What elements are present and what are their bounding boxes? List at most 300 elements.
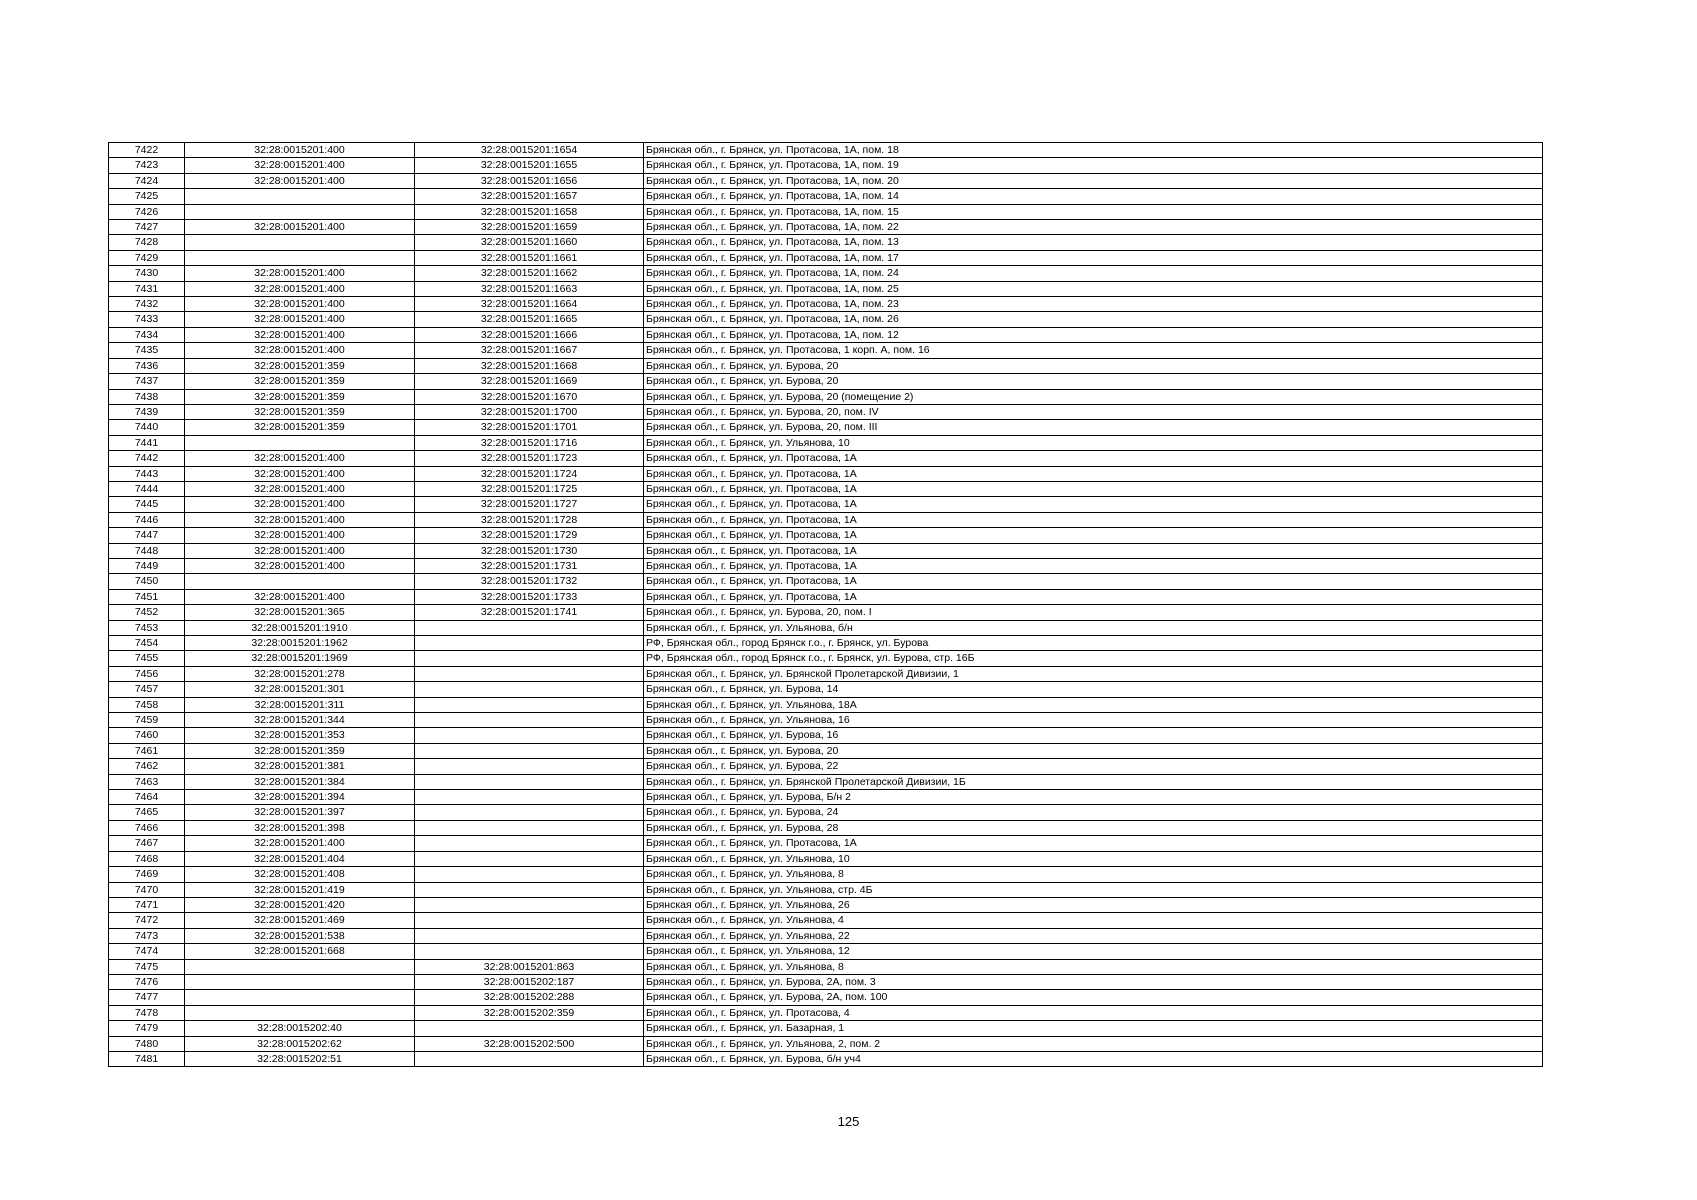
parent-cadastral-cell: 32:28:0015201:1962: [185, 636, 415, 651]
table-row: [109, 374, 1543, 389]
table-row: [109, 928, 1543, 943]
table-row: [109, 836, 1543, 851]
table-row: [109, 420, 1543, 435]
row-number-cell: 7474: [109, 944, 185, 959]
parent-cadastral-cell: 32:28:0015201:1969: [185, 651, 415, 666]
table-row: [109, 235, 1543, 250]
parent-cadastral-cell: 32:28:0015201:400: [185, 220, 415, 235]
address-cell: Брянская обл., г. Брянск, ул. Ульянова, 10: [644, 435, 1543, 450]
parent-cadastral-cell: 32:28:0015201:384: [185, 774, 415, 789]
parent-cadastral-cell: 32:28:0015201:400: [185, 589, 415, 604]
table-row: [109, 897, 1543, 912]
cadastral-number-cell: 32:28:0015201:1670: [415, 389, 644, 404]
cadastral-number-cell: 32:28:0015201:1728: [415, 512, 644, 527]
address-cell: Брянская обл., г. Брянск, ул. Протасова, 1А: [644, 497, 1543, 512]
table-row: [109, 605, 1543, 620]
parent-cadastral-cell: [185, 235, 415, 250]
cadastral-number-cell: 32:28:0015201:1741: [415, 605, 644, 620]
parent-cadastral-cell: 32:28:0015201:397: [185, 805, 415, 820]
parent-cadastral-cell: 32:28:0015201:668: [185, 944, 415, 959]
parent-cadastral-cell: 32:28:0015201:311: [185, 697, 415, 712]
cadastral-number-cell: 32:28:0015201:1663: [415, 281, 644, 296]
row-number-cell: 7461: [109, 743, 185, 758]
cadastral-number-cell: 32:28:0015202:187: [415, 974, 644, 989]
parent-cadastral-cell: 32:28:0015201:359: [185, 389, 415, 404]
row-number-cell: 7436: [109, 358, 185, 373]
cadastral-number-cell: [415, 636, 644, 651]
table-row: [109, 158, 1543, 173]
table-row: [109, 651, 1543, 666]
row-number-cell: 7475: [109, 959, 185, 974]
table-row: [109, 512, 1543, 527]
address-cell: Брянская обл., г. Брянск, ул. Протасова, 1 корп. А, пом. 16: [644, 343, 1543, 358]
table-row: [109, 913, 1543, 928]
table-row: [109, 851, 1543, 866]
address-cell: Брянская обл., г. Брянск, ул. Ульянова, 16: [644, 713, 1543, 728]
address-cell: Брянская обл., г. Брянск, ул. Бурова, 20 (помещение 2): [644, 389, 1543, 404]
parent-cadastral-cell: 32:28:0015201:400: [185, 451, 415, 466]
table-row: [109, 867, 1543, 882]
table-row: [109, 682, 1543, 697]
address-cell: РФ, Брянская обл., город Брянск г.о., г. Брянск, ул. Бурова: [644, 636, 1543, 651]
address-cell: Брянская обл., г. Брянск, ул. Ульянова, 22: [644, 928, 1543, 943]
row-number-cell: 7471: [109, 897, 185, 912]
cadastral-number-cell: 32:28:0015201:1723: [415, 451, 644, 466]
parent-cadastral-cell: [185, 250, 415, 265]
parent-cadastral-cell: 32:28:0015201:359: [185, 374, 415, 389]
parent-cadastral-cell: 32:28:0015201:469: [185, 913, 415, 928]
parent-cadastral-cell: 32:28:0015201:394: [185, 790, 415, 805]
cadastral-number-cell: 32:28:0015202:288: [415, 990, 644, 1005]
parent-cadastral-cell: 32:28:0015201:408: [185, 867, 415, 882]
row-number-cell: 7466: [109, 820, 185, 835]
table-row: [109, 774, 1543, 789]
table-row: [109, 173, 1543, 188]
table-row: [109, 589, 1543, 604]
table-row: [109, 820, 1543, 835]
address-cell: Брянская обл., г. Брянск, ул. Протасова, 1А: [644, 528, 1543, 543]
cadastral-number-cell: 32:28:0015201:863: [415, 959, 644, 974]
parent-cadastral-cell: 32:28:0015201:420: [185, 897, 415, 912]
address-cell: Брянская обл., г. Брянск, ул. Протасова, 1А, пом. 23: [644, 297, 1543, 312]
cadastral-number-cell: 32:28:0015201:1724: [415, 466, 644, 481]
row-number-cell: 7449: [109, 558, 185, 573]
cadastral-number-cell: 32:28:0015201:1716: [415, 435, 644, 450]
cadastral-number-cell: 32:28:0015201:1729: [415, 528, 644, 543]
address-cell: Брянская обл., г. Брянск, ул. Ульянова, 8: [644, 867, 1543, 882]
table-row: [109, 327, 1543, 342]
cadastral-number-cell: [415, 759, 644, 774]
table-row: [109, 697, 1543, 712]
parent-cadastral-cell: 32:28:0015201:419: [185, 882, 415, 897]
parent-cadastral-cell: 32:28:0015201:365: [185, 605, 415, 620]
parent-cadastral-cell: 32:28:0015201:359: [185, 420, 415, 435]
cadastral-number-cell: 32:28:0015202:359: [415, 1005, 644, 1020]
parent-cadastral-cell: 32:28:0015201:278: [185, 666, 415, 681]
table-row: [109, 481, 1543, 496]
row-number-cell: 7459: [109, 713, 185, 728]
cadastral-number-cell: [415, 1051, 644, 1066]
parent-cadastral-cell: 32:28:0015201:400: [185, 481, 415, 496]
registry-table-body: [109, 143, 1543, 1067]
cadastral-number-cell: [415, 897, 644, 912]
table-row: [109, 220, 1543, 235]
address-cell: Брянская обл., г. Брянск, ул. Протасова, 1А, пом. 17: [644, 250, 1543, 265]
address-cell: Брянская обл., г. Брянск, ул. Бурова, 2А, пом. 3: [644, 974, 1543, 989]
table-row: [109, 389, 1543, 404]
cadastral-number-cell: 32:28:0015201:1665: [415, 312, 644, 327]
cadastral-number-cell: 32:28:0015201:1662: [415, 266, 644, 281]
address-cell: Брянская обл., г. Брянск, ул. Протасова, 1А, пом. 18: [644, 143, 1543, 158]
parent-cadastral-cell: 32:28:0015201:301: [185, 682, 415, 697]
address-cell: Брянская обл., г. Брянск, ул. Бурова, 24: [644, 805, 1543, 820]
address-cell: Брянская обл., г. Брянск, ул. Протасова, 1А: [644, 451, 1543, 466]
row-number-cell: 7439: [109, 404, 185, 419]
cadastral-number-cell: 32:28:0015201:1657: [415, 189, 644, 204]
row-number-cell: 7427: [109, 220, 185, 235]
address-cell: Брянская обл., г. Брянск, ул. Протасова, 1А, пом. 12: [644, 327, 1543, 342]
cadastral-number-cell: 32:28:0015201:1667: [415, 343, 644, 358]
address-cell: РФ, Брянская обл., город Брянск г.о., г. Брянск, ул. Бурова, стр. 16Б: [644, 651, 1543, 666]
row-number-cell: 7453: [109, 620, 185, 635]
table-row: [109, 666, 1543, 681]
table-row: [109, 204, 1543, 219]
row-number-cell: 7468: [109, 851, 185, 866]
table-row: [109, 636, 1543, 651]
address-cell: Брянская обл., г. Брянск, ул. Протасова, 1А, пом. 26: [644, 312, 1543, 327]
row-number-cell: 7478: [109, 1005, 185, 1020]
row-number-cell: 7441: [109, 435, 185, 450]
parent-cadastral-cell: 32:28:0015201:400: [185, 158, 415, 173]
parent-cadastral-cell: 32:28:0015201:400: [185, 327, 415, 342]
cadastral-number-cell: 32:28:0015201:1668: [415, 358, 644, 373]
parent-cadastral-cell: 32:28:0015202:62: [185, 1036, 415, 1051]
address-cell: Брянская обл., г. Брянск, ул. Ульянова, 18А: [644, 697, 1543, 712]
row-number-cell: 7455: [109, 651, 185, 666]
cadastral-number-cell: [415, 728, 644, 743]
cadastral-number-cell: [415, 682, 644, 697]
table-row: [109, 790, 1543, 805]
table-row: [109, 266, 1543, 281]
cadastral-number-cell: 32:28:0015201:1733: [415, 589, 644, 604]
parent-cadastral-cell: 32:28:0015201:381: [185, 759, 415, 774]
cadastral-number-cell: [415, 1021, 644, 1036]
cadastral-number-cell: 32:28:0015201:1658: [415, 204, 644, 219]
address-cell: Брянская обл., г. Брянск, ул. Ульянова, 4: [644, 913, 1543, 928]
address-cell: Брянская обл., г. Брянск, ул. Ульянова, б/н: [644, 620, 1543, 635]
cadastral-number-cell: 32:28:0015201:1654: [415, 143, 644, 158]
address-cell: Брянская обл., г. Брянск, ул. Бурова, 14: [644, 682, 1543, 697]
table-row: [109, 728, 1543, 743]
table-row: [109, 713, 1543, 728]
parent-cadastral-cell: [185, 990, 415, 1005]
address-cell: Брянская обл., г. Брянск, ул. Протасова, 1А: [644, 466, 1543, 481]
parent-cadastral-cell: 32:28:0015201:400: [185, 173, 415, 188]
table-row: [109, 1021, 1543, 1036]
address-cell: Брянская обл., г. Брянск, ул. Протасова, 1А: [644, 574, 1543, 589]
table-row: [109, 189, 1543, 204]
table-row: [109, 882, 1543, 897]
parent-cadastral-cell: [185, 959, 415, 974]
address-cell: Брянская обл., г. Брянск, ул. Протасова, 1А: [644, 512, 1543, 527]
table-row: [109, 250, 1543, 265]
row-number-cell: 7445: [109, 497, 185, 512]
address-cell: Брянская обл., г. Брянск, ул. Бурова, 20, пом. III: [644, 420, 1543, 435]
row-number-cell: 7480: [109, 1036, 185, 1051]
address-cell: Брянская обл., г. Брянск, ул. Протасова, 1А, пом. 15: [644, 204, 1543, 219]
row-number-cell: 7428: [109, 235, 185, 250]
table-row: [109, 343, 1543, 358]
table-row: [109, 312, 1543, 327]
parent-cadastral-cell: 32:28:0015201:398: [185, 820, 415, 835]
cadastral-number-cell: [415, 882, 644, 897]
parent-cadastral-cell: 32:28:0015202:51: [185, 1051, 415, 1066]
table-row: [109, 620, 1543, 635]
row-number-cell: 7450: [109, 574, 185, 589]
cadastral-number-cell: 32:28:0015201:1701: [415, 420, 644, 435]
address-cell: Брянская обл., г. Брянск, ул. Протасова, 1А, пом. 24: [644, 266, 1543, 281]
row-number-cell: 7446: [109, 512, 185, 527]
parent-cadastral-cell: [185, 1005, 415, 1020]
row-number-cell: 7463: [109, 774, 185, 789]
row-number-cell: 7470: [109, 882, 185, 897]
address-cell: Брянская обл., г. Брянск, ул. Бурова, 20, пом. IV: [644, 404, 1543, 419]
cadastral-number-cell: [415, 851, 644, 866]
cadastral-number-cell: 32:28:0015201:1730: [415, 543, 644, 558]
parent-cadastral-cell: 32:28:0015201:359: [185, 743, 415, 758]
row-number-cell: 7431: [109, 281, 185, 296]
address-cell: Брянская обл., г. Брянск, ул. Базарная, 1: [644, 1021, 1543, 1036]
row-number-cell: 7473: [109, 928, 185, 943]
cadastral-number-cell: [415, 790, 644, 805]
address-cell: Брянская обл., г. Брянск, ул. Бурова, 28: [644, 820, 1543, 835]
table-row: [109, 281, 1543, 296]
address-cell: Брянская обл., г. Брянск, ул. Протасова, 1А: [644, 589, 1543, 604]
row-number-cell: 7454: [109, 636, 185, 651]
table-row: [109, 805, 1543, 820]
row-number-cell: 7422: [109, 143, 185, 158]
parent-cadastral-cell: 32:28:0015201:400: [185, 297, 415, 312]
table-row: [109, 558, 1543, 573]
address-cell: Брянская обл., г. Брянск, ул. Ульянова, стр. 4Б: [644, 882, 1543, 897]
row-number-cell: 7434: [109, 327, 185, 342]
cadastral-number-cell: [415, 820, 644, 835]
address-cell: Брянская обл., г. Брянск, ул. Брянской Пролетарской Дивизии, 1Б: [644, 774, 1543, 789]
cadastral-number-cell: 32:28:0015201:1655: [415, 158, 644, 173]
row-number-cell: 7464: [109, 790, 185, 805]
cadastral-number-cell: [415, 620, 644, 635]
address-cell: Брянская обл., г. Брянск, ул. Ульянова, 10: [644, 851, 1543, 866]
address-cell: Брянская обл., г. Брянск, ул. Бурова, б/н уч4: [644, 1051, 1543, 1066]
address-cell: Брянская обл., г. Брянск, ул. Бурова, 2А, пом. 100: [644, 990, 1543, 1005]
row-number-cell: 7447: [109, 528, 185, 543]
cadastral-number-cell: 32:28:0015201:1700: [415, 404, 644, 419]
table-row: [109, 297, 1543, 312]
row-number-cell: 7460: [109, 728, 185, 743]
address-cell: Брянская обл., г. Брянск, ул. Бурова, 20, пом. I: [644, 605, 1543, 620]
address-cell: Брянская обл., г. Брянск, ул. Ульянова, 8: [644, 959, 1543, 974]
table-row: [109, 759, 1543, 774]
table-row: [109, 466, 1543, 481]
cadastral-number-cell: 32:28:0015201:1725: [415, 481, 644, 496]
address-cell: Брянская обл., г. Брянск, ул. Протасова, 1А: [644, 543, 1543, 558]
table-row: [109, 1005, 1543, 1020]
cadastral-number-cell: [415, 867, 644, 882]
cadastral-number-cell: [415, 774, 644, 789]
row-number-cell: 7435: [109, 343, 185, 358]
table-row: [109, 990, 1543, 1005]
table-row: [109, 574, 1543, 589]
row-number-cell: 7442: [109, 451, 185, 466]
cadastral-number-cell: 32:28:0015201:1664: [415, 297, 644, 312]
cadastral-number-cell: 32:28:0015201:1727: [415, 497, 644, 512]
row-number-cell: 7479: [109, 1021, 185, 1036]
parent-cadastral-cell: [185, 204, 415, 219]
parent-cadastral-cell: 32:28:0015201:400: [185, 143, 415, 158]
address-cell: Брянская обл., г. Брянск, ул. Бурова, 16: [644, 728, 1543, 743]
cadastral-number-cell: 32:28:0015201:1660: [415, 235, 644, 250]
registry-table: [108, 142, 1543, 1067]
parent-cadastral-cell: 32:28:0015201:400: [185, 497, 415, 512]
address-cell: Брянская обл., г. Брянск, ул. Протасова, 1А, пом. 25: [644, 281, 1543, 296]
row-number-cell: 7430: [109, 266, 185, 281]
parent-cadastral-cell: 32:28:0015201:400: [185, 512, 415, 527]
address-cell: Брянская обл., г. Брянск, ул. Протасова, 4: [644, 1005, 1543, 1020]
cadastral-number-cell: 32:28:0015201:1731: [415, 558, 644, 573]
cadastral-number-cell: [415, 713, 644, 728]
address-cell: Брянская обл., г. Брянск, ул. Протасова, 1А, пом. 20: [644, 173, 1543, 188]
table-row: [109, 358, 1543, 373]
address-cell: Брянская обл., г. Брянск, ул. Протасова, 1А, пом. 19: [644, 158, 1543, 173]
parent-cadastral-cell: [185, 189, 415, 204]
address-cell: Брянская обл., г. Брянск, ул. Протасова, 1А, пом. 14: [644, 189, 1543, 204]
parent-cadastral-cell: 32:28:0015201:359: [185, 404, 415, 419]
parent-cadastral-cell: [185, 435, 415, 450]
parent-cadastral-cell: 32:28:0015202:40: [185, 1021, 415, 1036]
row-number-cell: 7472: [109, 913, 185, 928]
parent-cadastral-cell: 32:28:0015201:359: [185, 358, 415, 373]
address-cell: Брянская обл., г. Брянск, ул. Протасова, 1А: [644, 481, 1543, 496]
cadastral-number-cell: 32:28:0015201:1669: [415, 374, 644, 389]
row-number-cell: 7425: [109, 189, 185, 204]
cadastral-number-cell: [415, 697, 644, 712]
table-row: [109, 528, 1543, 543]
row-number-cell: 7477: [109, 990, 185, 1005]
parent-cadastral-cell: 32:28:0015201:344: [185, 713, 415, 728]
row-number-cell: 7458: [109, 697, 185, 712]
table-row: [109, 944, 1543, 959]
row-number-cell: 7465: [109, 805, 185, 820]
row-number-cell: 7467: [109, 836, 185, 851]
parent-cadastral-cell: 32:28:0015201:353: [185, 728, 415, 743]
row-number-cell: 7456: [109, 666, 185, 681]
address-cell: Брянская обл., г. Брянск, ул. Бурова, 22: [644, 759, 1543, 774]
cadastral-number-cell: [415, 913, 644, 928]
address-cell: Брянская обл., г. Брянск, ул. Протасова, 1А: [644, 558, 1543, 573]
cadastral-number-cell: [415, 928, 644, 943]
row-number-cell: 7462: [109, 759, 185, 774]
table-row: [109, 404, 1543, 419]
parent-cadastral-cell: 32:28:0015201:400: [185, 312, 415, 327]
address-cell: Брянская обл., г. Брянск, ул. Протасова, 1А, пом. 22: [644, 220, 1543, 235]
row-number-cell: 7424: [109, 173, 185, 188]
row-number-cell: 7423: [109, 158, 185, 173]
table-row: [109, 743, 1543, 758]
cadastral-number-cell: 32:28:0015201:1656: [415, 173, 644, 188]
row-number-cell: 7440: [109, 420, 185, 435]
table-row: [109, 959, 1543, 974]
address-cell: Брянская обл., г. Брянск, ул. Брянской Пролетарской Дивизии, 1: [644, 666, 1543, 681]
parent-cadastral-cell: 32:28:0015201:400: [185, 281, 415, 296]
cadastral-number-cell: 32:28:0015201:1659: [415, 220, 644, 235]
cadastral-number-cell: 32:28:0015202:500: [415, 1036, 644, 1051]
parent-cadastral-cell: 32:28:0015201:400: [185, 558, 415, 573]
table-row: [109, 974, 1543, 989]
address-cell: Брянская обл., г. Брянск, ул. Бурова, 20: [644, 743, 1543, 758]
row-number-cell: 7432: [109, 297, 185, 312]
table-row: [109, 143, 1543, 158]
address-cell: Брянская обл., г. Брянск, ул. Ульянова, 26: [644, 897, 1543, 912]
row-number-cell: 7443: [109, 466, 185, 481]
parent-cadastral-cell: 32:28:0015201:400: [185, 543, 415, 558]
address-cell: Брянская обл., г. Брянск, ул. Ульянова, 2, пом. 2: [644, 1036, 1543, 1051]
cadastral-number-cell: [415, 836, 644, 851]
cadastral-number-cell: 32:28:0015201:1661: [415, 250, 644, 265]
cadastral-number-cell: [415, 805, 644, 820]
parent-cadastral-cell: 32:28:0015201:400: [185, 266, 415, 281]
parent-cadastral-cell: 32:28:0015201:400: [185, 466, 415, 481]
row-number-cell: 7426: [109, 204, 185, 219]
parent-cadastral-cell: 32:28:0015201:1910: [185, 620, 415, 635]
parent-cadastral-cell: 32:28:0015201:400: [185, 343, 415, 358]
row-number-cell: 7476: [109, 974, 185, 989]
address-cell: Брянская обл., г. Брянск, ул. Ульянова, 12: [644, 944, 1543, 959]
cadastral-number-cell: [415, 743, 644, 758]
table-row: [109, 1051, 1543, 1066]
address-cell: Брянская обл., г. Брянск, ул. Бурова, 20: [644, 358, 1543, 373]
cadastral-number-cell: [415, 666, 644, 681]
parent-cadastral-cell: 32:28:0015201:538: [185, 928, 415, 943]
table-row: [109, 543, 1543, 558]
page-number: 125: [837, 1114, 860, 1129]
address-cell: Брянская обл., г. Брянск, ул. Бурова, Б/н 2: [644, 790, 1543, 805]
parent-cadastral-cell: [185, 574, 415, 589]
address-cell: Брянская обл., г. Брянск, ул. Протасова, 1А, пом. 13: [644, 235, 1543, 250]
row-number-cell: 7452: [109, 605, 185, 620]
cadastral-number-cell: 32:28:0015201:1732: [415, 574, 644, 589]
table-row: [109, 1036, 1543, 1051]
row-number-cell: 7444: [109, 481, 185, 496]
parent-cadastral-cell: 32:28:0015201:400: [185, 836, 415, 851]
row-number-cell: 7429: [109, 250, 185, 265]
row-number-cell: 7438: [109, 389, 185, 404]
row-number-cell: 7451: [109, 589, 185, 604]
row-number-cell: 7437: [109, 374, 185, 389]
cadastral-number-cell: 32:28:0015201:1666: [415, 327, 644, 342]
row-number-cell: 7433: [109, 312, 185, 327]
table-row: [109, 435, 1543, 450]
address-cell: Брянская обл., г. Брянск, ул. Протасова, 1А: [644, 836, 1543, 851]
table-row: [109, 451, 1543, 466]
address-cell: Брянская обл., г. Брянск, ул. Бурова, 20: [644, 374, 1543, 389]
table-row: [109, 497, 1543, 512]
row-number-cell: 7469: [109, 867, 185, 882]
parent-cadastral-cell: 32:28:0015201:404: [185, 851, 415, 866]
cadastral-number-cell: [415, 651, 644, 666]
row-number-cell: 7457: [109, 682, 185, 697]
row-number-cell: 7481: [109, 1051, 185, 1066]
cadastral-number-cell: [415, 944, 644, 959]
